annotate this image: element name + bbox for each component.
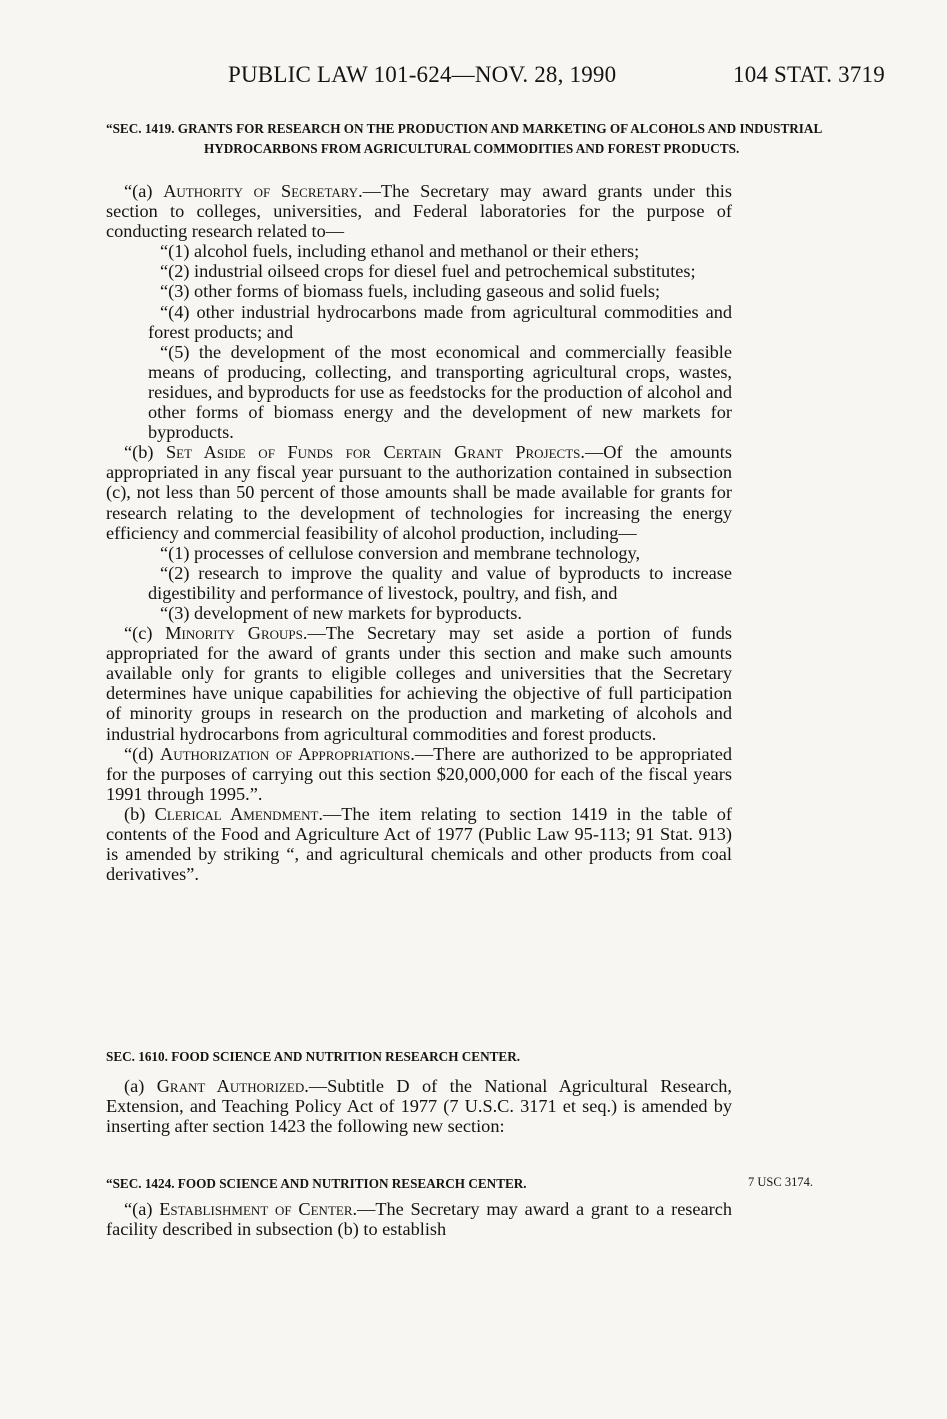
section-1419-body [106, 181, 732, 884]
grant-authorized-heading: Grant Authorized [156, 1076, 305, 1096]
subsection-b-items [106, 543, 732, 623]
running-header-title: PUBLIC LAW 101-624—NOV. 28, 1990 [228, 62, 617, 87]
list-item: “(1) processes of cellulose conversion and membrane technology, [160, 542, 641, 563]
subsection-a: “(a) Authority of Secretary.—The Secretary may award grants under this section to colleges, universities, and Federal laboratories for the purpose of conducting research related to— [106, 181, 732, 242]
margin-citation-note: 7 USC 3174. [748, 1175, 813, 1189]
subsection-b-heading: Set Aside of Funds for Certain Grant Projects [166, 442, 581, 463]
list-item: “(2) industrial oilseed crops for diesel fuel and petrochemical substitutes; [160, 261, 696, 282]
section-1419-heading: “SEC. 1419. GRANTS FOR RESEARCH ON THE PRODUCTION AND MARKETING OF ALCOHOLS AND INDUSTRIAL HYDROCARBONS FROM AGRICULTURAL COMMODITIES AND FOREST PRODUCTS. [106, 121, 822, 156]
section-1610-heading: SEC. 1610. FOOD SCIENCE AND NUTRITION RESEARCH CENTER. [106, 1049, 521, 1064]
list-item: “(5) the development of the most economical and commercially feasible means of producing, collecting, and transporting agricultural crops, wastes, residues, and byproducts for use as feedstocks for the production of alcohol and other forms of biomass energy and the development of new markets for byproducts. [148, 341, 732, 443]
subsection-a-items [106, 241, 732, 442]
section-1424-body [106, 1199, 732, 1239]
subsection-d-heading: Authorization of Appropriations [160, 743, 411, 764]
subsection-b: “(b) Set Aside of Funds for Certain Grant Projects.—Of the amounts appropriated in any fiscal year pursuant to the authorization contained in subsection (c), not less than 50 percent of those amounts shall be made available for grants for research relating to the development of technologies for increasing the energy efficiency and commercial feasibility of alcohol production, including— [106, 442, 732, 543]
running-header-stat-page: 104 STAT. 3719 [733, 62, 885, 87]
list-item: “(2) research to improve the quality and value of byproducts to increase digestibility and performance of livestock, poultry, and fish, and [148, 562, 732, 603]
subsection-a-heading: Authority of Secretary [163, 181, 359, 201]
list-item: “(3) development of new markets for byproducts. [160, 602, 522, 623]
list-item: “(1) alcohol fuels, including ethanol and methanol or their ethers; [160, 241, 640, 262]
list-item: “(4) other industrial hydrocarbons made from agricultural commodities and forest products; and [148, 301, 732, 342]
subsection-c: “(c) Minority Groups.—The Secretary may set aside a portion of funds appropriated for the award of grants under this section and make such amounts available only for grants to eligible colleges and universities that the Secretary determines have unique capabilities for achieving the objective of full participation of minority groups in research on the production and marketing of alcohols and industrial hydrocarbons from agricultural commodities and forest products. [106, 623, 732, 744]
establishment-paragraph: “(a) Establishment of Center.—The Secretary may award a grant to a research facility described in subsection (b) to establish [106, 1199, 732, 1240]
clerical-amendment-heading: Clerical Amendment [154, 803, 319, 824]
section-1424-heading: “SEC. 1424. FOOD SCIENCE AND NUTRITION RESEARCH CENTER. [106, 1176, 527, 1191]
subsection-c-heading: Minority Groups [165, 623, 303, 644]
section-1610-body [106, 1076, 732, 1136]
grant-authorized-paragraph: (a) Grant Authorized.—Subtitle D of the National Agricultural Research, Extension, and Teaching Policy Act of 1977 (7 U.S.C. 3171 et seq.) is amended by inserting after section 1423 the following new section: [106, 1076, 732, 1137]
subsection-d: “(d) Authorization of Appropriations.—There are authorized to be appropriated for the purposes of carrying out this section $20,000,000 for each of the fiscal years 1991 through 1995.”. [106, 743, 732, 804]
establishment-heading: Establishment of Center [159, 1199, 353, 1219]
clerical-amendment: (b) Clerical Amendment.—The item relating to section 1419 in the table of contents of the Food and Agriculture Act of 1977 (Public Law 95-113; 91 Stat. 913) is amended by striking “, and agricultural chemicals and other products from coal derivatives”. [106, 803, 733, 885]
list-item: “(3) other forms of biomass fuels, including gaseous and solid fuels; [160, 281, 661, 302]
